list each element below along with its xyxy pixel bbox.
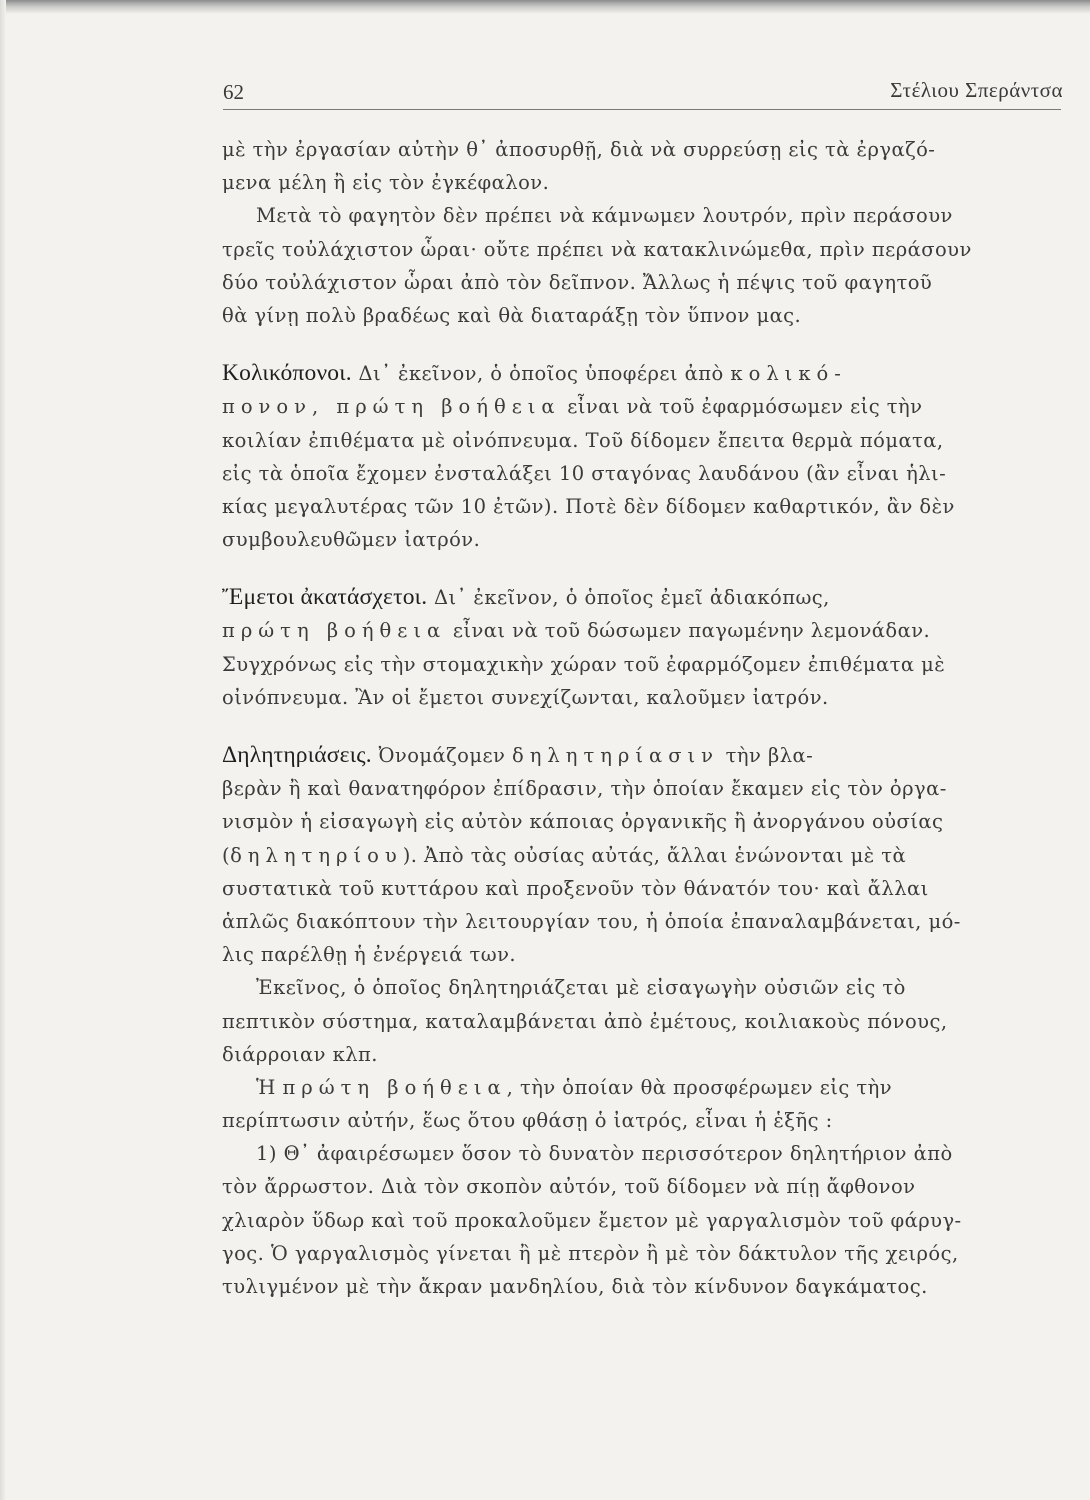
text-run: Δι᾽ ἐκεῖνον, ὁ ὁποῖος ὑποφέρει ἀπὸ: [351, 362, 731, 386]
text-line: εἰς τὰ ὁποῖα ἔχομεν ἐνσταλάξει 10 σταγόνας λαυδάνου (ἂν εἶναι ἡλι-: [222, 461, 947, 485]
spaced-term: δηλητηρίασιν: [512, 744, 720, 767]
section-heading: Δηλητηριάσεις.: [222, 742, 372, 768]
text-run: τὴν βλα-: [719, 744, 814, 767]
text-line: [222, 614, 1064, 647]
spaced-term: δηλητηρίου: [230, 843, 403, 867]
text-run: Ἡ: [256, 1075, 283, 1099]
section-dilitiriaseis-first-line: [222, 739, 1064, 772]
page-body: [222, 133, 1064, 1303]
section-heading: Κολικόπονοι.: [222, 360, 352, 387]
spaced-term: πρώτη βοήθεια: [282, 1075, 507, 1099]
text-line: Συγχρόνως εἰς τὴν στομαχικὴν χώραν τοῦ ἐφαρμόζομεν ἐπιθέματα μὲ: [222, 652, 946, 676]
text-run: , τὴν ὁποίαν θὰ προσφέρωμεν εἰς τὴν: [506, 1075, 893, 1099]
text-line: μὲ τὴν ἐργασίαν αὐτὴν θ᾽ ἀποσυρθῇ, διὰ νὰ συρρεύσῃ εἰς τὰ ἐργαζό-: [222, 138, 936, 161]
text-line: κοιλίαν ἐπιθέματα μὲ οἰνόπνευμα. Τοῦ δίδομεν ἔπειτα θερμὰ πόματα,: [222, 428, 944, 452]
text-line: γος. Ὁ γαργαλισμὸς γίνεται ἢ μὲ πτερὸν ἢ μὲ τὸν δάκτυλον τῆς χειρός,: [222, 1241, 959, 1265]
page-number: 62: [223, 80, 244, 104]
text-run: Δι᾽ ἐκεῖνον, ὁ ὁποῖος ἐμεῖ ἀδιακόπως,: [427, 586, 830, 610]
text-line: [222, 839, 1064, 872]
text-line: διάρροιαν κλπ.: [222, 1042, 378, 1066]
spaced-term: πρώτη βοήθεια: [222, 619, 447, 643]
text-run: Ὀνομάζομεν: [371, 744, 512, 767]
text-line: θὰ γίνῃ πολὺ βραδέως καὶ θὰ διαταράξῃ τὸν ὕπνον μας.: [222, 303, 802, 327]
text-line: βερὰν ἢ καὶ θανατηφόρον ἐπίδρασιν, τὴν ὁποίαν ἔκαμεν εἰς τὸν ὀργα-: [222, 777, 947, 801]
text-line: συμβουλευθῶμεν ἰατρόν.: [222, 528, 481, 552]
text-line: [222, 390, 1064, 423]
text-line: πεπτικὸν σύστημα, καταλαμβάνεται ἀπὸ ἐμέτους, κοιλιακοὺς πόνους,: [222, 1009, 948, 1033]
text-line: δύο τοὐλάχιστον ὧραι ἀπὸ τὸν δεῖπνον. Ἄλλως ἡ πέψις τοῦ φαγητοῦ: [222, 270, 933, 294]
text-run: ). Ἀπὸ τὰς οὐσίας αὐτάς, ἄλλαι ἑνώνονται μὲ τὰ: [402, 843, 907, 867]
text-line: τυλιγμένον μὲ τὴν ἄκραν μανδηλίου, διὰ τὸν κίνδυνον δαγκάματος.: [222, 1275, 928, 1298]
section-kolikoponoi-first-line: [222, 357, 1064, 390]
text-line: [222, 1071, 1064, 1104]
text-line: οἰνόπνευμα. Ἂν οἱ ἔμετοι συνεχίζωνται, καλοῦμεν ἰατρόν.: [222, 685, 829, 709]
text-line: χλιαρὸν ὕδωρ καὶ τοῦ προκαλοῦμεν ἔμετον μὲ γαργαλισμὸν τοῦ φάρυγ-: [222, 1208, 962, 1232]
text-line: τρεῖς τοὐλάχιστον ὧραι· οὔτε πρέπει νὰ κατακλινώμεθα, πρὶν περάσουν: [222, 237, 972, 261]
scan-top-shadow: [0, 0, 1090, 14]
page-header: [223, 72, 1063, 106]
text-run: εἶναι νὰ τοῦ δώσωμεν παγωμένην λεμονάδαν.: [446, 619, 931, 643]
section-emetoi-first-line: [222, 581, 1064, 614]
text-line: λις παρέλθῃ ἡ ἐνέργειά των.: [222, 943, 517, 967]
spaced-term: πονον, πρώτη βοήθεια: [222, 395, 561, 419]
text-line: περίπτωσιν αὐτήν, ἕως ὅτου φθάσῃ ὁ ἰατρός, εἶναι ἡ ἑξῆς :: [222, 1109, 833, 1133]
spaced-term: κολικό-: [730, 362, 847, 386]
text-line: μενα μέλη ἢ εἰς τὸν ἐγκέφαλον.: [222, 171, 550, 195]
text-line: νισμὸν ἡ εἰσαγωγὴ εἰς αὐτὸν κάποιας ὀργανικῆς ἢ ἀνοργάνου οὐσίας: [222, 810, 944, 834]
list-item-first-line: 1) Θ᾽ ἀφαιρέσωμεν ὅσον τὸ δυνατὸν περισσότερον δηλητήριον ἀπὸ: [256, 1142, 953, 1166]
text-line: Ἐκεῖνος, ὁ ὁποῖος δηλητηριάζεται μὲ εἰσαγωγὴν οὐσιῶν εἰς τὸ: [256, 976, 906, 1000]
section-heading: Ἔμετοι ἀκατάσχετοι.: [222, 584, 428, 611]
text-run: εἶναι νὰ τοῦ ἐφαρμόσωμεν εἰς τὴν: [560, 395, 923, 419]
header-rule: [223, 109, 1061, 110]
running-head: Στέλιου Σπεράντσα: [890, 78, 1063, 102]
text-line: συστατικὰ τοῦ κυττάρου καὶ προξενοῦν τὸν θάνατόν του· καὶ ἄλλαι: [222, 876, 929, 900]
text-line: Μετὰ τὸ φαγητὸν δὲν πρέπει νὰ κάμνωμεν λουτρόν, πρὶν περάσουν: [256, 204, 953, 228]
scan-left-edge: [0, 0, 6, 1500]
text-line: ἁπλῶς διακόπτουν τὴν λειτουργίαν του, ἡ ὁποία ἐπαναλαμβάνεται, μό-: [222, 909, 961, 933]
text-line: τὸν ἄρρωστον. Διὰ τὸν σκοπὸν αὐτόν, τοῦ δίδομεν νὰ πίῃ ἄφθονον: [222, 1175, 916, 1199]
text-line: κίας μεγαλυτέρας τῶν 10 ἐτῶν). Ποτὲ δὲν δίδομεν καθαρτικόν, ἂν δὲν: [222, 494, 955, 518]
text-run: (: [222, 843, 231, 867]
